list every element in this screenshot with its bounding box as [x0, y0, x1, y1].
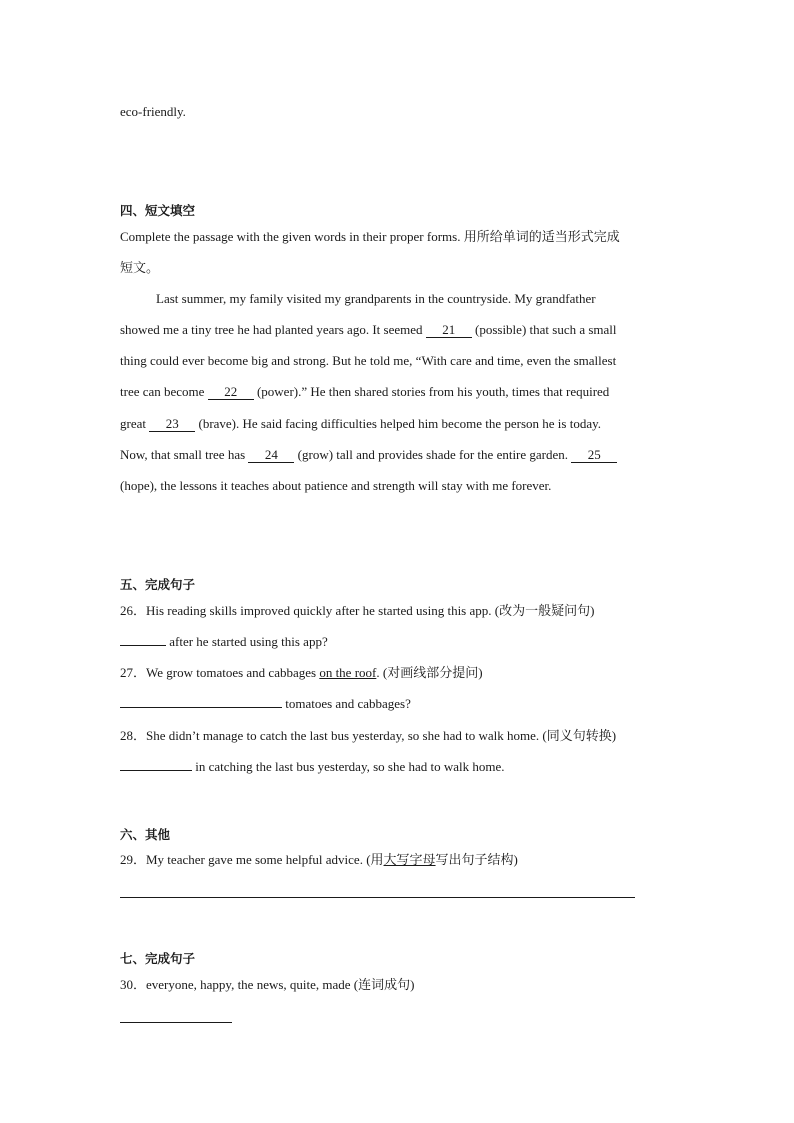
question-27: 27．We grow tomatoes and cabbages on the roof. (对画线部分提问): [120, 665, 483, 680]
passage-line-1: Last summer, my family visited my grandparents in the countryside. My grandfather: [156, 291, 596, 306]
passage-line-7: (hope), the lessons it teaches about patience and strength will stay with me forever.: [120, 478, 552, 493]
blank-25[interactable]: 25: [571, 448, 617, 463]
answer-29-line[interactable]: [120, 897, 635, 898]
answer-27: tomatoes and cabbages?: [120, 696, 411, 712]
answer-28: in catching the last bus yesterday, so she had to walk home.: [120, 759, 505, 775]
section-4-heading: 四、短文填空: [120, 203, 196, 218]
question-29: 29．My teacher gave me some helpful advice. (用大写字母写出句子结构): [120, 852, 518, 867]
section-6-heading: 六、其他: [120, 827, 171, 842]
question-26: 26．His reading skills improved quickly after he started using this app. (改为一般疑问句): [120, 603, 595, 618]
answer-28-blank[interactable]: [120, 770, 192, 771]
passage-line-2: showed me a tiny tree he had planted years ago. It seemed 21 (possible) that such a small: [120, 322, 617, 337]
section-7-heading: 七、完成句子: [120, 951, 196, 966]
question-30: 30．everyone, happy, the news, quite, made (连词成句): [120, 977, 415, 992]
section-5-heading: 五、完成句子: [120, 577, 196, 592]
passage-line-3: thing could ever become big and strong. But he told me, “With care and time, even the smallest: [120, 353, 617, 368]
passage-line-6: Now, that small tree has 24 (grow) tall and provides shade for the entire garden. 25: [120, 447, 617, 463]
section-4-instruction: Complete the passage with the given words in their proper forms. 用所给单词的适当形式完成: [120, 229, 620, 244]
underlined-phrase: on the roof: [319, 665, 377, 680]
passage-line-5: great 23 (brave). He said facing difficulties helped him become the person he is today.: [120, 416, 601, 431]
previous-page-fragment: eco-friendly.: [120, 104, 186, 119]
answer-27-blank[interactable]: [120, 707, 282, 708]
section-4-instruction-cont: 短文。: [120, 260, 160, 275]
answer-26-blank[interactable]: [120, 645, 166, 646]
blank-21[interactable]: 21: [426, 323, 472, 338]
passage-line-4: tree can become 22 (power).” He then shared stories from his youth, times that required: [120, 384, 610, 399]
question-28: 28．She didn’t manage to catch the last bus yesterday, so she had to walk home. (同义句转换): [120, 728, 617, 743]
answer-26: after he started using this app?: [120, 634, 328, 650]
blank-22[interactable]: 22: [208, 385, 254, 400]
blank-24[interactable]: 24: [248, 448, 294, 463]
answer-30-line[interactable]: [120, 1022, 232, 1023]
blank-23[interactable]: 23: [149, 417, 195, 432]
underlined-phrase: 大写字母: [383, 852, 436, 867]
